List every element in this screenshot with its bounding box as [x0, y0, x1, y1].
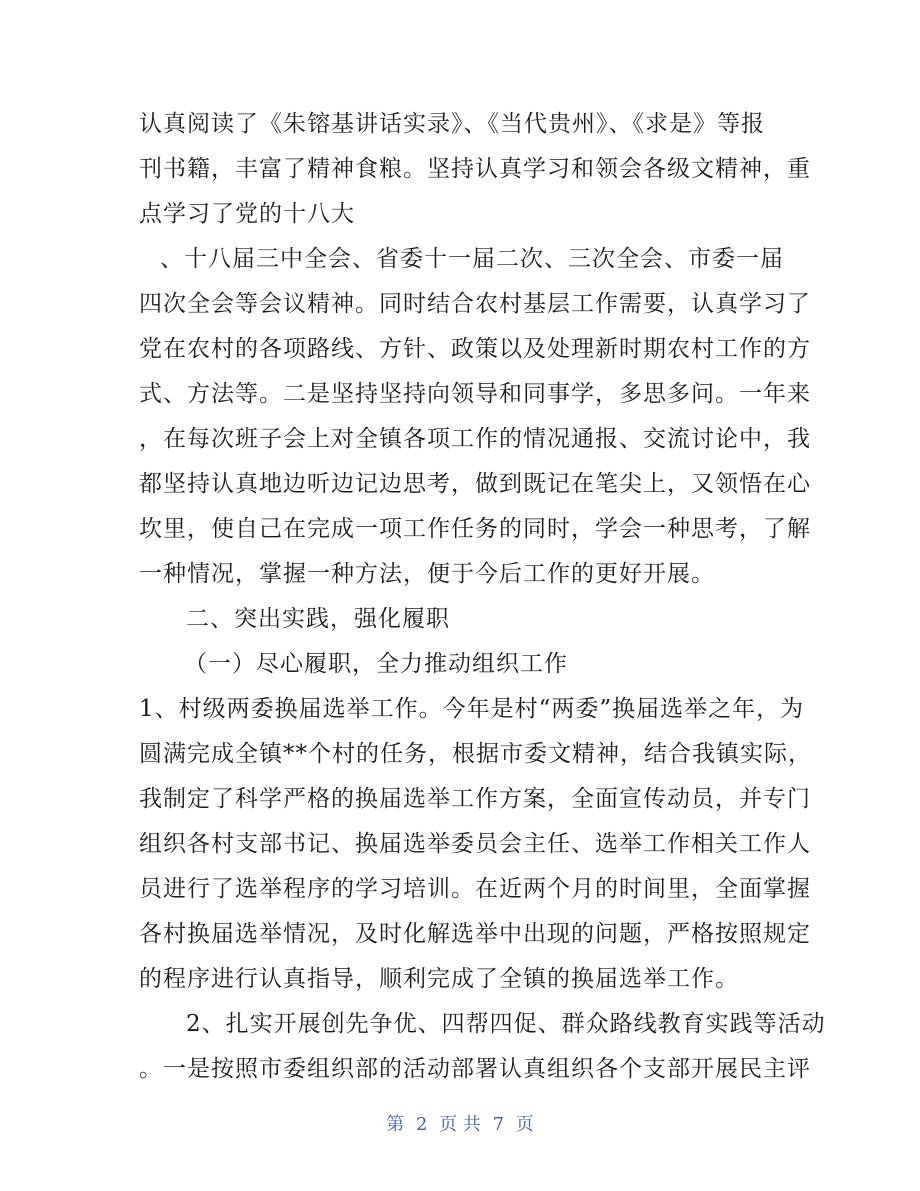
text-line: 认真阅读了《朱镕基讲话实录》、《当代贵州》、《求是》等报 — [139, 111, 765, 137]
text-line: 式、方法等。二是坚持坚持向领导和同事学，多思多问。一年来 — [139, 381, 811, 407]
text-line: 四次全会等会议精神。同时结合农村基层工作需要，认真学习了 — [139, 291, 811, 317]
footer-middle: 页 共 — [439, 1114, 481, 1135]
text-line: 圆满完成全镇**个村的任务，根据市委文精神，结合我镇实际， — [139, 741, 812, 767]
text-line: 的程序进行认真指导，顺利完成了全镇的换届选举工作。 — [139, 966, 739, 992]
text-line: 、十八届三中全会、省委十一届二次、三次全会、市委一届 — [160, 246, 784, 272]
text-line: 我制定了科学严格的换届选举工作方案，全面宣传动员，并专门 — [139, 786, 811, 812]
text-line: 。一是按照市委组织部的活动部署认真组织各个支部开展民主评 — [139, 1056, 811, 1082]
section-heading: 二、突出实践，强化履职 — [186, 606, 450, 632]
text-line: 员进行了选举程序的学习培训。在近两个月的时间里，全面掌握 — [139, 876, 811, 902]
text-line: 1、村级两委换届选举工作。今年是村“两委”换届选举之年，为 — [139, 696, 805, 722]
text-line: 刊书籍，丰富了精神食粮。坚持认真学习和领会各级文精神，重 — [139, 156, 811, 182]
text-line: 党在农村的各项路线、方针、政策以及处理新时期农村工作的方 — [139, 336, 811, 362]
text-line: 都坚持认真地边听边记边思考，做到既记在笔尖上，又领悟在心 — [139, 471, 811, 497]
footer-prefix: 第 — [386, 1114, 405, 1135]
total-page-count: 7 — [492, 1114, 505, 1135]
text-line: 一种情况，掌握一种方法，便于今后工作的更好开展。 — [139, 561, 715, 587]
text-line: 点学习了党的十八大 — [139, 201, 355, 227]
page-footer — [0, 1113, 920, 1137]
footer-suffix: 页 — [515, 1114, 534, 1135]
text-line: ，在每次班子会上对全镇各项工作的情况通报、交流讨论中，我 — [139, 426, 811, 452]
text-line: 2、扎实开展创先争优、四帮四促、群众路线教育实践等活动 — [186, 1011, 826, 1037]
text-line: 组织各村支部书记、换届选举委员会主任、选举工作相关工作人 — [139, 831, 811, 857]
subsection-heading: （一）尽心履职，全力推动组织工作 — [184, 651, 568, 677]
text-line: 坎里，使自己在完成一项工作任务的同时，学会一种思考，了解 — [139, 516, 811, 542]
text-line: 各村换届选举情况，及时化解选举中出现的问题，严格按照规定 — [139, 921, 811, 947]
current-page-number: 2 — [415, 1114, 428, 1135]
